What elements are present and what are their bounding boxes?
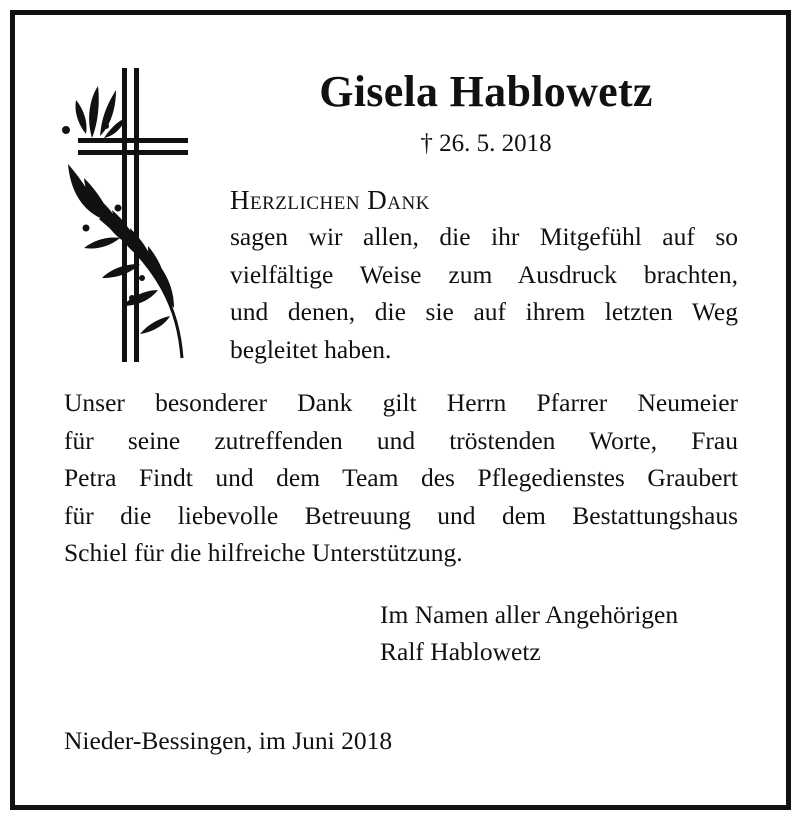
body-line: für die liebevolle Betreuung und dem Bestattungshaus <box>64 500 738 530</box>
body-line: Petra Findt und dem Team des Pflegedienstes Graubert <box>64 463 738 492</box>
intro-line: begleitet haben. <box>230 334 392 364</box>
death-date: † 26. 5. 2018 <box>420 130 552 157</box>
thanks-heading: Herzlichen Dank <box>230 185 430 215</box>
cross-with-palm-branch-icon <box>60 68 192 362</box>
signer-name: Ralf Hablowetz <box>380 637 541 666</box>
body-line: Unser besonderer Dank gilt Herrn Pfarrer Neumeier <box>64 388 738 417</box>
body-line: für seine zutreffenden und tröstenden Worte, Frau <box>64 425 738 455</box>
intro-line: vielfältige Weise zum Ausdruck brachten, <box>230 259 738 289</box>
deceased-name: Gisela Hablowetz <box>319 67 653 116</box>
intro-paragraph <box>230 218 738 368</box>
signature-line: Im Namen aller Angehörigen <box>380 600 679 629</box>
thanks-paragraph <box>64 384 738 572</box>
body-line: Schiel für die hilfreiche Unterstützung. <box>64 538 463 567</box>
intro-line: und denen, die sie auf ihrem letzten Weg <box>230 297 738 326</box>
place-and-date: Nieder-Bessingen, im Juni 2018 <box>64 726 393 755</box>
intro-line: sagen wir allen, die ihr Mitgefühl auf so <box>230 222 738 251</box>
signature <box>380 596 678 670</box>
